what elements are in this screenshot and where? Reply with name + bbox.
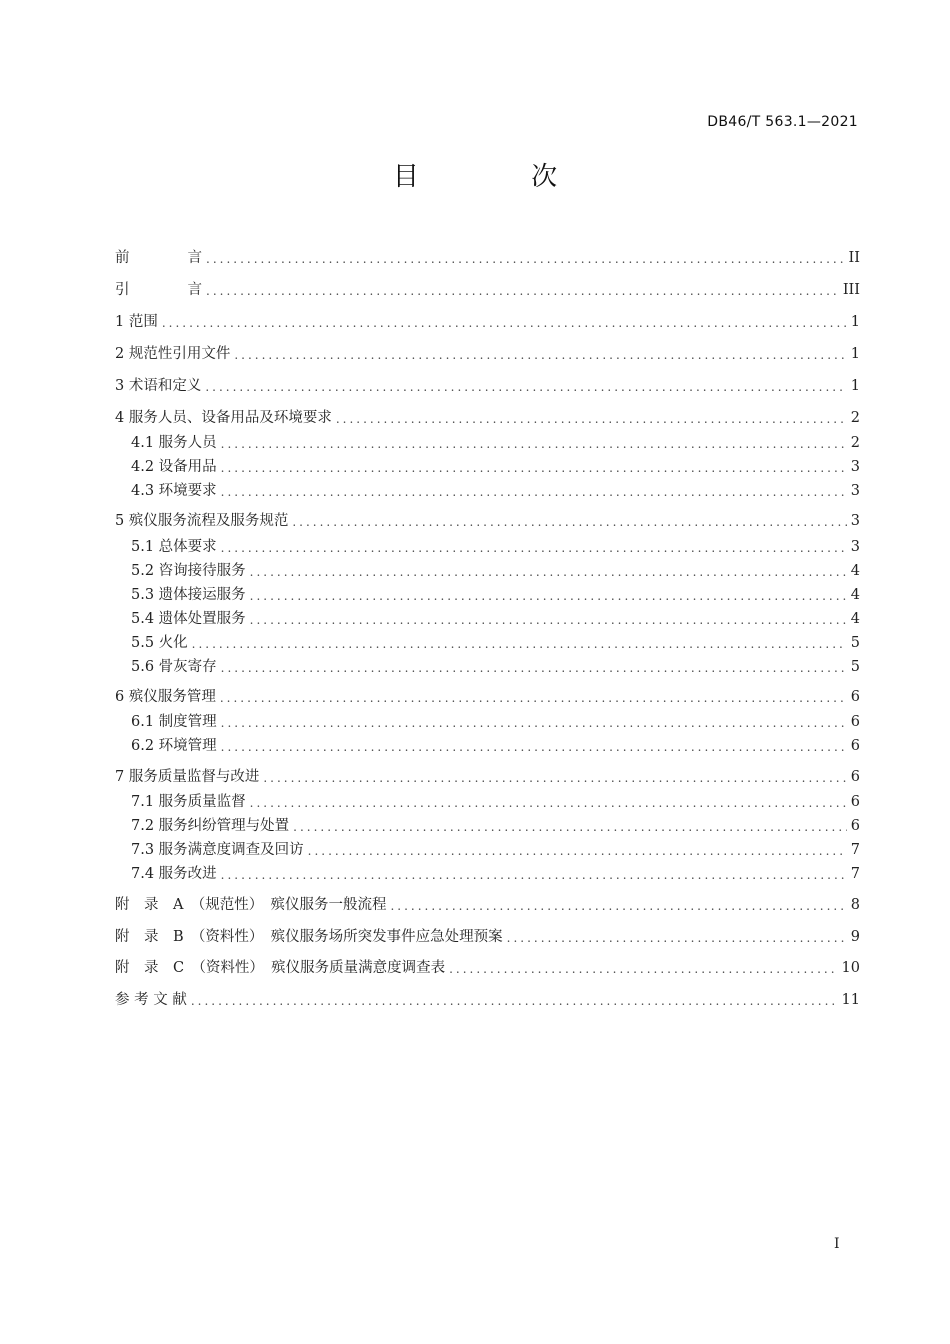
table-of-contents xyxy=(115,0,860,1344)
toc-entry-label: 7.1 服务质量监督 xyxy=(131,794,246,810)
toc-entry-page: 4 xyxy=(850,587,860,603)
toc-entry[interactable] xyxy=(115,712,860,732)
toc-entry-page: 6 xyxy=(850,738,860,754)
toc-entry[interactable] xyxy=(115,609,860,629)
toc-entry[interactable] xyxy=(115,895,860,915)
toc-entry-label: 7.2 服务纠纷管理与处置 xyxy=(131,818,290,834)
toc-entry-page: 1 xyxy=(850,346,860,362)
toc-leader-dots xyxy=(192,635,847,653)
toc-leader-dots xyxy=(250,587,847,605)
toc-entry-page: 6 xyxy=(850,769,860,785)
toc-entry-label: 6 殡仪服务管理 xyxy=(115,689,216,705)
toc-entry[interactable] xyxy=(115,344,860,364)
toc-entry[interactable] xyxy=(115,767,860,787)
toc-entry[interactable] xyxy=(115,481,860,501)
toc-entry-page: 5 xyxy=(850,635,860,651)
toc-entry-page: 3 xyxy=(850,513,860,529)
toc-entry[interactable] xyxy=(115,657,860,677)
toc-entry-label: 5 殡仪服务流程及服务规范 xyxy=(115,513,289,529)
toc-leader-dots xyxy=(292,513,846,531)
toc-leader-dots xyxy=(221,435,847,453)
toc-leader-dots xyxy=(221,539,847,557)
toc-entry-label: 5.3 遗体接运服务 xyxy=(131,587,246,603)
toc-entry-label: 6.2 环境管理 xyxy=(131,738,217,754)
toc-leader-dots xyxy=(308,842,847,860)
toc-entry-page: 1 xyxy=(850,314,860,330)
toc-entry[interactable] xyxy=(115,792,860,812)
toc-leader-dots xyxy=(263,769,846,787)
toc-entry[interactable] xyxy=(115,248,860,268)
toc-entry-label: 附 录 C （资料性） 殡仪服务质量满意度调查表 xyxy=(115,960,446,976)
toc-entry-page: 2 xyxy=(850,410,860,426)
toc-entry-label: 4.3 环境要求 xyxy=(131,483,217,499)
toc-entry-page: 1 xyxy=(850,378,860,394)
toc-entry-label: 参 考 文 献 xyxy=(115,992,187,1008)
toc-leader-dots xyxy=(206,250,845,268)
toc-entry-label: 7 服务质量监督与改进 xyxy=(115,769,260,785)
toc-entry-page: 7 xyxy=(850,866,860,882)
toc-leader-dots xyxy=(449,960,837,978)
toc-entry[interactable] xyxy=(115,376,860,396)
toc-leader-dots xyxy=(293,818,847,836)
toc-entry-page: 2 xyxy=(850,435,860,451)
toc-entry-label: 5.5 火化 xyxy=(131,635,188,651)
toc-entry-label: 前 言 xyxy=(115,250,202,266)
toc-entry[interactable] xyxy=(115,561,860,581)
toc-leader-dots xyxy=(250,794,847,812)
toc-entry-page: 4 xyxy=(850,611,860,627)
toc-title: 目 次 xyxy=(392,162,610,192)
toc-entry-label: 5.2 咨询接待服务 xyxy=(131,563,246,579)
toc-entry[interactable] xyxy=(115,511,860,531)
toc-entry[interactable] xyxy=(115,816,860,836)
toc-entry-page: 6 xyxy=(850,818,860,834)
toc-leader-dots xyxy=(206,282,839,300)
toc-entry[interactable] xyxy=(115,433,860,453)
toc-entry-label: 6.1 制度管理 xyxy=(131,714,217,730)
toc-leader-dots xyxy=(221,659,847,677)
toc-leader-dots xyxy=(221,483,847,501)
toc-entry-page: 10 xyxy=(841,960,860,976)
toc-entry[interactable] xyxy=(115,958,860,978)
toc-entry-page: 6 xyxy=(850,794,860,810)
toc-entry-label: 7.4 服务改进 xyxy=(131,866,217,882)
toc-entry[interactable] xyxy=(115,990,860,1010)
page-number: I xyxy=(834,1236,840,1252)
toc-leader-dots xyxy=(234,346,846,364)
toc-entry-label: 4.2 设备用品 xyxy=(131,459,217,475)
toc-entry[interactable] xyxy=(115,840,860,860)
toc-entry-label: 2 规范性引用文件 xyxy=(115,346,231,362)
toc-entry-page: 6 xyxy=(850,689,860,705)
toc-entry-page: 4 xyxy=(850,563,860,579)
document-code: DB46/T 563.1—2021 xyxy=(707,114,858,130)
toc-entry[interactable] xyxy=(115,736,860,756)
toc-leader-dots xyxy=(205,378,846,396)
toc-entry-page: 11 xyxy=(841,992,860,1008)
toc-entry-label: 1 范围 xyxy=(115,314,158,330)
toc-leader-dots xyxy=(250,563,847,581)
toc-leader-dots xyxy=(221,738,847,756)
toc-entry[interactable] xyxy=(115,408,860,428)
toc-entry-label: 5.4 遗体处置服务 xyxy=(131,611,246,627)
toc-entry-label: 7.3 服务满意度调查及回访 xyxy=(131,842,304,858)
toc-entry-page: 8 xyxy=(850,897,860,913)
toc-entry-page: 7 xyxy=(850,842,860,858)
toc-entry-label: 引 言 xyxy=(115,282,202,298)
toc-entry[interactable] xyxy=(115,633,860,653)
toc-entry-label: 5.1 总体要求 xyxy=(131,539,217,555)
toc-entry-label: 附 录 A （规范性） 殡仪服务一般流程 xyxy=(115,897,387,913)
toc-leader-dots xyxy=(336,410,847,428)
toc-leader-dots xyxy=(191,992,838,1010)
toc-entry-page: 3 xyxy=(850,483,860,499)
toc-leader-dots xyxy=(221,714,847,732)
toc-entry[interactable] xyxy=(115,537,860,557)
toc-leader-dots xyxy=(162,314,847,332)
toc-leader-dots xyxy=(221,459,847,477)
toc-entry-page: 6 xyxy=(850,714,860,730)
toc-leader-dots xyxy=(390,897,846,915)
toc-entry-page: 3 xyxy=(850,539,860,555)
toc-entry[interactable] xyxy=(115,585,860,605)
toc-entry[interactable] xyxy=(115,687,860,707)
toc-entry[interactable] xyxy=(115,312,860,332)
toc-entry[interactable] xyxy=(115,864,860,884)
toc-entry-label: 5.6 骨灰寄存 xyxy=(131,659,217,675)
toc-entry-page: II xyxy=(848,250,860,266)
toc-entry[interactable] xyxy=(115,457,860,477)
toc-leader-dots xyxy=(250,611,847,629)
toc-entry-page: 5 xyxy=(850,659,860,675)
toc-entry-page: 3 xyxy=(850,459,860,475)
toc-entry[interactable] xyxy=(115,927,860,947)
toc-entry[interactable] xyxy=(115,280,860,300)
toc-leader-dots xyxy=(221,866,847,884)
toc-entry-label: 4.1 服务人员 xyxy=(131,435,217,451)
toc-entry-label: 附 录 B （资料性） 殡仪服务场所突发事件应急处理预案 xyxy=(115,929,503,945)
toc-leader-dots xyxy=(507,929,847,947)
toc-entry-page: 9 xyxy=(850,929,860,945)
toc-entry-label: 4 服务人员、设备用品及环境要求 xyxy=(115,410,332,426)
toc-entry-page: III xyxy=(842,282,860,298)
toc-leader-dots xyxy=(220,689,847,707)
toc-entry-label: 3 术语和定义 xyxy=(115,378,202,394)
